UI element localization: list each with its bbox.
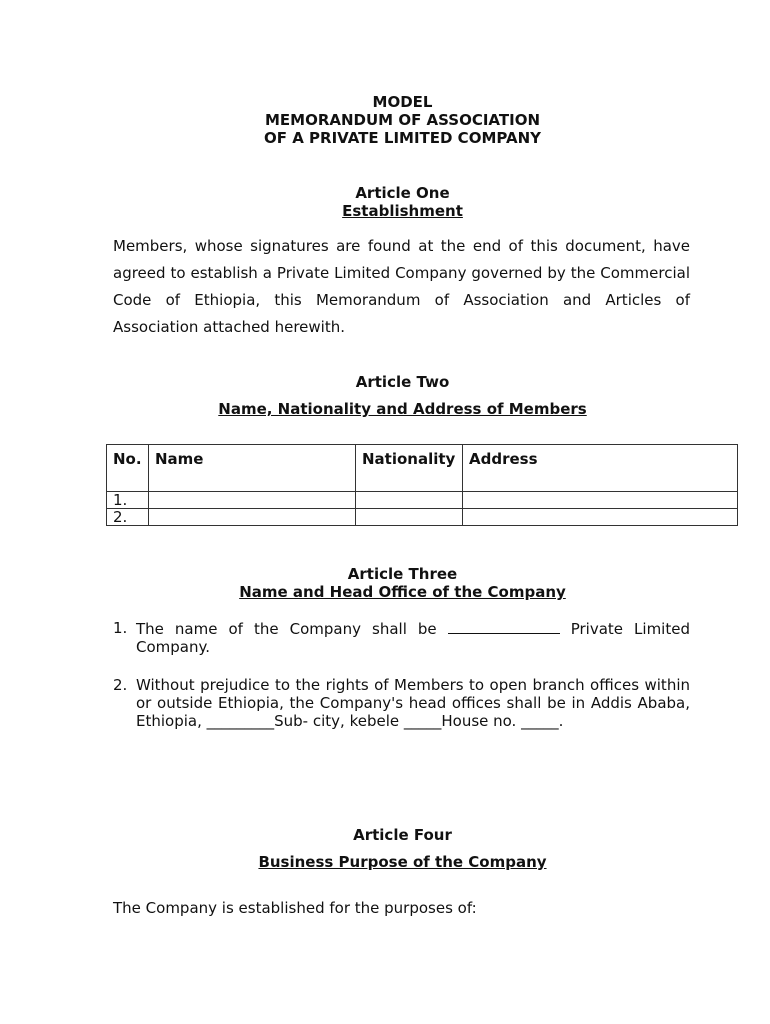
company-name-text-after: Private Limited Company. — [136, 620, 690, 656]
article-one-number: Article One — [355, 184, 450, 202]
article-three-heading-text: Name and Head Office of the Company — [239, 583, 566, 601]
list-item — [113, 676, 690, 730]
article-three-number: Article Three — [347, 565, 458, 583]
article-one-heading-text: Establishment — [342, 202, 463, 220]
article-one-heading — [0, 202, 770, 220]
members-table — [106, 444, 738, 526]
title-line-2: MEMORANDUM OF ASSOCIATION — [264, 111, 540, 129]
row-nationality[interactable] — [356, 509, 463, 526]
article-one-body: Members, whose signatures are found at the end of this document, have agreed to establish a Private Limited Company governed by the Commercial Code of Ethiopia, this Memorandum of Association and Articles of Association attached herewith. — [113, 237, 690, 336]
row-number: 2. — [107, 509, 149, 526]
list-item-number: 1. — [113, 619, 128, 637]
document-title — [0, 93, 770, 147]
list-item-number: 2. — [113, 676, 128, 694]
row-number: 1. — [107, 492, 149, 509]
header-address: Address — [463, 445, 738, 492]
header-no: No. — [107, 445, 149, 492]
company-name-text-before: The name of the Company shall be — [136, 620, 437, 638]
table-row — [107, 492, 738, 509]
list-item — [113, 619, 690, 656]
article-two-number: Article Two — [355, 373, 450, 391]
row-name[interactable] — [149, 509, 356, 526]
row-address[interactable] — [463, 509, 738, 526]
title-line-1: MODEL — [372, 93, 433, 111]
article-four-heading-text: Business Purpose of the Company — [258, 853, 547, 871]
article-three-list — [113, 619, 690, 730]
row-address[interactable] — [463, 492, 738, 509]
table-row — [107, 509, 738, 526]
article-four-heading — [0, 853, 770, 871]
members-table-header-row — [107, 445, 738, 492]
article-four-number: Article Four — [353, 826, 452, 844]
article-two-heading-text: Name, Nationality and Address of Members — [218, 400, 587, 418]
row-nationality[interactable] — [356, 492, 463, 509]
header-name: Name — [149, 445, 356, 492]
article-three-heading — [0, 583, 770, 601]
row-name[interactable] — [149, 492, 356, 509]
company-name-blank[interactable] — [448, 619, 560, 634]
header-nationality: Nationality — [356, 445, 463, 492]
article-two-heading — [0, 400, 770, 418]
title-line-3: OF A PRIVATE LIMITED COMPANY — [263, 129, 542, 147]
head-office-text: Without prejudice to the rights of Members to open branch offices within or outside Ethiopia, the Company's head offices shall be in Addis Ababa, Ethiopia, _________Sub- city, kebele _____House no. _____. — [136, 676, 690, 730]
article-four-body: The Company is established for the purposes of: — [113, 899, 477, 917]
